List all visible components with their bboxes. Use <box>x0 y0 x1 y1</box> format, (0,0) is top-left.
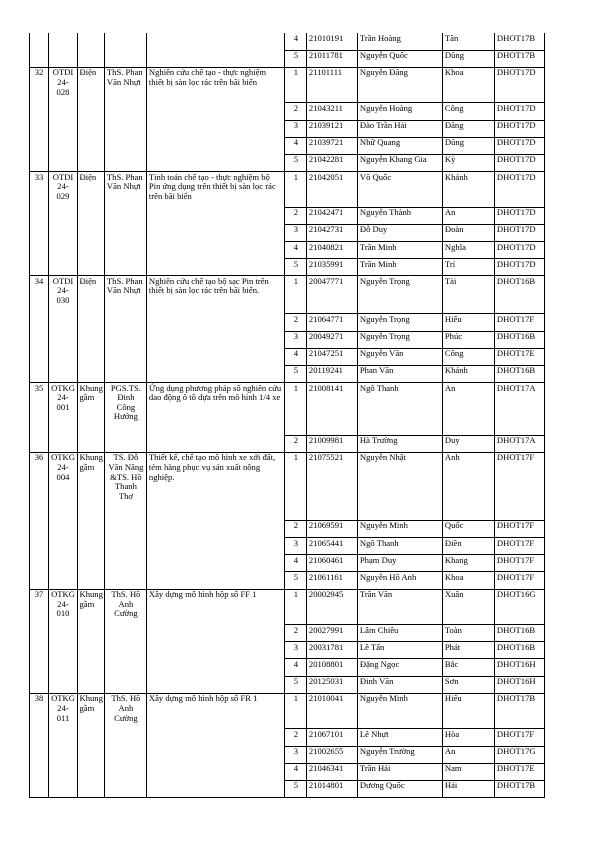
student-surname-cell: Nguyễn Minh <box>358 693 443 729</box>
continued-cell <box>147 33 285 67</box>
project-code-cell <box>49 172 78 276</box>
student-given-name-cell: Toàn <box>443 625 495 642</box>
student-index-cell: 4 <box>285 33 307 50</box>
project-code-cell-line: 24- <box>57 702 69 713</box>
student-index-cell: 2 <box>285 729 307 746</box>
student-class-cell: DHOT17B <box>495 693 545 729</box>
department-cell <box>78 693 105 797</box>
table-row <box>30 67 545 103</box>
project-code-cell-line: 029 <box>56 190 70 201</box>
project-code-cell-line: 24- <box>57 461 69 472</box>
student-class-cell: DHOT16B <box>495 642 545 659</box>
student-index-cell: 2 <box>285 625 307 642</box>
student-index-cell: 5 <box>285 154 307 171</box>
project-title-cell: Nghiên cứu chế tạo - thực nghiệm thiết bị sàn lọc rác trên bãi biển <box>147 67 285 171</box>
student-given-name-cell: Tân <box>443 33 495 50</box>
student-given-name-cell: Kỳ <box>443 154 495 171</box>
student-class-cell: DHOT17F <box>495 555 545 572</box>
student-index-cell: 4 <box>285 659 307 676</box>
student-id-cell: 20047771 <box>307 276 358 314</box>
student-id-cell: 21008141 <box>307 383 358 436</box>
project-code-cell-line: 24- <box>57 598 69 609</box>
student-surname-cell: Nguyễn Văn <box>358 348 443 365</box>
student-index-cell: 1 <box>285 693 307 729</box>
student-class-cell: DHOT17D <box>495 172 545 208</box>
student-given-name-cell: Khánh <box>443 172 495 208</box>
student-class-cell: DHOT17D <box>495 242 545 259</box>
advisor-cell-line: Thơ <box>118 490 133 501</box>
student-given-name-cell: Trí <box>443 259 495 276</box>
student-class-cell: DHOT16B <box>495 276 545 314</box>
student-given-name-cell: Anh <box>443 452 495 520</box>
advisor-cell-line: Văn Nhựt <box>106 76 141 87</box>
student-given-name-cell: Khoa <box>443 572 495 589</box>
project-code-cell <box>49 276 78 383</box>
student-class-cell: DHOT16B <box>495 331 545 348</box>
student-class-cell: DHOT17B <box>495 33 545 50</box>
department-cell-line: Điện <box>79 67 97 78</box>
department-cell-line: gầm <box>79 598 95 609</box>
project-code-cell <box>49 67 78 171</box>
project-code-cell-line: 010 <box>56 608 70 619</box>
student-id-cell: 20108801 <box>307 659 358 676</box>
student-index-cell: 2 <box>285 103 307 120</box>
department-cell <box>78 452 105 589</box>
student-class-cell: DHOT17D <box>495 103 545 120</box>
advisor-cell <box>105 589 147 693</box>
student-id-cell: 21042281 <box>307 154 358 171</box>
student-surname-cell: Đỗ Duy <box>358 224 443 241</box>
table-row <box>30 172 545 208</box>
student-class-cell: DHOT17D <box>495 137 545 154</box>
project-title-cell: Xây dựng mô hình hộp số FF 1 <box>147 589 285 693</box>
table-row <box>30 276 545 314</box>
student-class-cell: DHOT17F <box>495 520 545 537</box>
department-cell-line: gầm <box>79 702 95 713</box>
continued-cell <box>30 33 49 67</box>
student-index-cell: 5 <box>285 676 307 693</box>
project-code-cell <box>49 693 78 797</box>
student-id-cell: 21010191 <box>307 33 358 50</box>
student-surname-cell: Nhữ Quang <box>358 137 443 154</box>
table-row <box>30 452 545 520</box>
advisor-cell <box>105 172 147 276</box>
advisor-cell-line: Công <box>116 401 136 412</box>
table-row <box>30 693 545 729</box>
student-index-cell: 2 <box>285 520 307 537</box>
student-surname-cell: Trần Hải <box>358 763 443 780</box>
department-cell-line: Điện <box>79 275 97 286</box>
student-surname-cell: Trần Văn <box>358 589 443 625</box>
student-given-name-cell: Công <box>443 348 495 365</box>
student-id-cell: 21040821 <box>307 242 358 259</box>
advisor-cell-line: ThS. Phan <box>106 67 143 78</box>
project-number-cell: 36 <box>30 452 49 589</box>
student-surname-cell: Nguyễn Khang Gia <box>358 154 443 171</box>
student-id-cell: 20125031 <box>307 676 358 693</box>
student-given-name-cell: Khang <box>443 555 495 572</box>
student-id-cell: 21042471 <box>307 207 358 224</box>
student-index-cell: 3 <box>285 331 307 348</box>
student-class-cell: DHOT16G <box>495 589 545 625</box>
advisor-cell-line: Văn Nhựt <box>106 285 141 296</box>
advisor-cell-line: TS. Đỗ <box>113 452 139 463</box>
advisor-cell-line: ThS. Phan <box>106 275 143 286</box>
advisor-cell-line: Cường <box>114 712 138 723</box>
student-given-name-cell: Đăng <box>443 120 495 137</box>
project-code-cell-line: 24- <box>57 76 69 87</box>
student-id-cell: 21011781 <box>307 50 358 67</box>
student-class-cell: DHOT17D <box>495 224 545 241</box>
student-given-name-cell: Dũng <box>443 137 495 154</box>
advisor-cell <box>105 693 147 797</box>
student-class-cell: DHOT16B <box>495 365 545 382</box>
project-number-cell: 35 <box>30 383 49 453</box>
table-row <box>30 589 545 625</box>
student-class-cell: DHOT17D <box>495 120 545 137</box>
student-given-name-cell: Phát <box>443 642 495 659</box>
student-index-cell: 3 <box>285 538 307 555</box>
continued-cell <box>105 33 147 67</box>
student-class-cell: DHOT17A <box>495 383 545 436</box>
advisor-cell-line: ThS. Hồ <box>111 589 141 600</box>
department-cell-line: Khung <box>79 452 103 463</box>
student-given-name-cell: Dũng <box>443 50 495 67</box>
continued-cell <box>49 33 78 67</box>
student-id-cell: 21061161 <box>307 572 358 589</box>
thesis-assignment-table <box>29 33 545 798</box>
student-id-cell: 21060461 <box>307 555 358 572</box>
student-index-cell: 1 <box>285 172 307 208</box>
student-class-cell: DHOT17F <box>495 729 545 746</box>
student-given-name-cell: Công <box>443 103 495 120</box>
student-surname-cell: Nguyễn Quốc <box>358 50 443 67</box>
student-class-cell: DHOT17A <box>495 435 545 452</box>
department-cell <box>78 67 105 171</box>
project-number-cell: 33 <box>30 172 49 276</box>
project-code-cell-line: 24- <box>57 392 69 403</box>
project-code-cell-line: 011 <box>56 712 70 723</box>
student-surname-cell: Nguyễn Nhật <box>358 452 443 520</box>
student-surname-cell: Nguyễn Đăng <box>358 67 443 103</box>
student-given-name-cell: An <box>443 746 495 763</box>
student-surname-cell: Nguyễn Trường <box>358 746 443 763</box>
student-class-cell: DHOT17E <box>495 763 545 780</box>
student-index-cell: 3 <box>285 642 307 659</box>
project-title-cell: Xây dựng mô hình hộp số FR 1 <box>147 693 285 797</box>
student-id-cell: 20027991 <box>307 625 358 642</box>
project-code-cell-line: 030 <box>56 295 70 306</box>
student-given-name-cell: Khánh <box>443 365 495 382</box>
student-given-name-cell: Nghĩa <box>443 242 495 259</box>
department-cell <box>78 172 105 276</box>
student-class-cell: DHOT16H <box>495 659 545 676</box>
student-index-cell: 5 <box>285 50 307 67</box>
student-index-cell: 3 <box>285 120 307 137</box>
student-given-name-cell: Bắc <box>443 659 495 676</box>
project-code-cell-line: 24- <box>57 181 69 192</box>
project-code-cell <box>49 383 78 453</box>
project-title-cell: Nghiên cứu chế tạo bộ sạc Pin trên thiết bị sàn lọc rác trên bãi biển. <box>147 276 285 383</box>
student-given-name-cell: Hòa <box>443 729 495 746</box>
student-index-cell: 4 <box>285 763 307 780</box>
student-surname-cell: Nguyễn Trọng <box>358 314 443 331</box>
project-code-cell-line: 004 <box>56 471 70 482</box>
student-index-cell: 5 <box>285 780 307 797</box>
student-index-cell: 1 <box>285 276 307 314</box>
student-index-cell: 4 <box>285 348 307 365</box>
student-given-name-cell: Sơn <box>443 676 495 693</box>
student-surname-cell: Trần Minh <box>358 259 443 276</box>
student-id-cell: 21047251 <box>307 348 358 365</box>
student-class-cell: DHOT17F <box>495 314 545 331</box>
student-surname-cell: Phạm Duy <box>358 555 443 572</box>
student-index-cell: 1 <box>285 452 307 520</box>
project-code-cell-line: OTKG <box>51 589 75 600</box>
student-class-cell: DHOT17E <box>495 348 545 365</box>
student-surname-cell: Lâm Chiêu <box>358 625 443 642</box>
student-id-cell: 21075521 <box>307 452 358 520</box>
student-class-cell: DHOT16H <box>495 676 545 693</box>
student-id-cell: 21039721 <box>307 137 358 154</box>
student-id-cell: 21042731 <box>307 224 358 241</box>
student-index-cell: 5 <box>285 259 307 276</box>
advisor-cell-line: &TS. Hồ <box>110 471 142 482</box>
student-index-cell: 2 <box>285 207 307 224</box>
student-surname-cell: Nguyễn Minh <box>358 520 443 537</box>
student-index-cell: 3 <box>285 746 307 763</box>
student-class-cell: DHOT16B <box>495 625 545 642</box>
project-number-cell: 37 <box>30 589 49 693</box>
student-id-cell: 21035991 <box>307 259 358 276</box>
student-given-name-cell: Hải <box>443 780 495 797</box>
student-id-cell: 21067101 <box>307 729 358 746</box>
advisor-cell <box>105 452 147 589</box>
student-given-name-cell: An <box>443 207 495 224</box>
project-title-cell: Ứng dụng phương pháp số nghiên cứu dao động ô tô dựa trên mô hình 1/4 xe <box>147 383 285 453</box>
continued-cell <box>78 33 105 67</box>
department-cell-line: Khung <box>79 693 103 704</box>
student-id-cell: 20119241 <box>307 365 358 382</box>
student-given-name-cell: Đoàn <box>443 224 495 241</box>
student-given-name-cell: Điền <box>443 538 495 555</box>
student-index-cell: 4 <box>285 137 307 154</box>
student-surname-cell: Trần Minh <box>358 242 443 259</box>
student-id-cell: 21043211 <box>307 103 358 120</box>
student-id-cell: 20002945 <box>307 589 358 625</box>
student-given-name-cell: An <box>443 383 495 436</box>
student-id-cell: 21009981 <box>307 435 358 452</box>
advisor-cell-line: PGS.TS. <box>110 382 141 393</box>
student-index-cell: 2 <box>285 314 307 331</box>
student-index-cell: 2 <box>285 435 307 452</box>
student-class-cell: DHOT17F <box>495 452 545 520</box>
student-surname-cell: Nguyễn Hoàng <box>358 103 443 120</box>
advisor-cell <box>105 67 147 171</box>
advisor-cell <box>105 276 147 383</box>
student-surname-cell: Nguyễn Trọng <box>358 331 443 348</box>
student-id-cell: 21101111 <box>307 67 358 103</box>
student-id-cell: 21065441 <box>307 538 358 555</box>
project-code-cell-line: OTDI <box>52 67 74 78</box>
table-row <box>30 33 545 50</box>
student-index-cell: 1 <box>285 67 307 103</box>
student-index-cell: 1 <box>285 383 307 436</box>
student-surname-cell: Nguyễn Thành <box>358 207 443 224</box>
project-code-cell <box>49 589 78 693</box>
student-index-cell: 4 <box>285 555 307 572</box>
advisor-cell-line: Văn Nhựt <box>106 181 141 192</box>
student-id-cell: 21014801 <box>307 780 358 797</box>
student-surname-cell: Trần Hoàng <box>358 33 443 50</box>
student-given-name-cell: Nam <box>443 763 495 780</box>
department-cell-line: Điện <box>79 171 97 182</box>
student-surname-cell: Ngô Thanh <box>358 538 443 555</box>
project-code-cell-line: OTDI <box>52 275 74 286</box>
student-given-name-cell: Phúc <box>443 331 495 348</box>
student-class-cell: DHOT17D <box>495 154 545 171</box>
department-cell-line: gầm <box>79 461 95 472</box>
advisor-cell-line: Văn Năng <box>108 461 144 472</box>
advisor-cell-line: ThS. Phan <box>106 171 143 182</box>
student-given-name-cell: Xuân <box>443 589 495 625</box>
student-id-cell: 21002655 <box>307 746 358 763</box>
project-code-cell-line: 001 <box>56 401 70 412</box>
project-number-cell: 34 <box>30 276 49 383</box>
student-surname-cell: Phan Văn <box>358 365 443 382</box>
student-given-name-cell: Duy <box>443 435 495 452</box>
student-index-cell: 1 <box>285 589 307 625</box>
project-code-cell-line: OTKG <box>51 382 75 393</box>
advisor-cell-line: Cường <box>114 608 138 619</box>
student-id-cell: 20031781 <box>307 642 358 659</box>
student-class-cell: DHOT17D <box>495 259 545 276</box>
project-code-cell-line: 028 <box>56 86 70 97</box>
advisor-cell-line: ThS. Hồ <box>111 693 141 704</box>
student-given-name-cell: Tài <box>443 276 495 314</box>
student-id-cell: 20049271 <box>307 331 358 348</box>
student-class-cell: DHOT17B <box>495 780 545 797</box>
advisor-cell <box>105 383 147 453</box>
student-given-name-cell: Khoa <box>443 67 495 103</box>
student-id-cell: 21064771 <box>307 314 358 331</box>
department-cell <box>78 383 105 453</box>
student-given-name-cell: Hiếu <box>443 314 495 331</box>
student-index-cell: 4 <box>285 242 307 259</box>
student-index-cell: 3 <box>285 224 307 241</box>
project-number-cell: 38 <box>30 693 49 797</box>
project-title-cell: Tính toán chế tạo - thực nghiệm bộ Pin ứng dụng trên thiết bị sàn lọc rác trên bãi biển <box>147 172 285 276</box>
table-row <box>30 383 545 436</box>
student-surname-cell: Dương Quốc <box>358 780 443 797</box>
project-code-cell-line: 24- <box>57 285 69 296</box>
department-cell-line: Khung <box>79 589 103 600</box>
advisor-cell-line: Thanh <box>114 481 137 492</box>
advisor-cell-line: Đinh <box>117 392 135 403</box>
student-surname-cell: Đinh Văn <box>358 676 443 693</box>
student-id-cell: 21039121 <box>307 120 358 137</box>
student-class-cell: DHOT17G <box>495 746 545 763</box>
department-cell <box>78 589 105 693</box>
student-id-cell: 21010041 <box>307 693 358 729</box>
student-surname-cell: Hà Trường <box>358 435 443 452</box>
student-given-name-cell: Quốc <box>443 520 495 537</box>
student-id-cell: 21042051 <box>307 172 358 208</box>
department-cell-line: gầm <box>79 392 95 403</box>
student-surname-cell: Đào Trần Hải <box>358 120 443 137</box>
student-index-cell: 5 <box>285 572 307 589</box>
student-surname-cell: Đặng Ngọc <box>358 659 443 676</box>
student-surname-cell: Lê Nhựt <box>358 729 443 746</box>
project-code-cell-line: OTKG <box>51 452 75 463</box>
student-class-cell: DHOT17F <box>495 572 545 589</box>
student-surname-cell: Võ Quốc <box>358 172 443 208</box>
project-number-cell: 32 <box>30 67 49 171</box>
student-surname-cell: Nguyễn Hồ Anh <box>358 572 443 589</box>
project-code-cell-line: OTKG <box>51 693 75 704</box>
student-class-cell: DHOT17F <box>495 538 545 555</box>
advisor-cell-line: Anh <box>118 598 134 609</box>
project-title-cell: Thiết kế, chế tạo mô hình xe xới đất, tém hàng phục vụ sản xuất nông nghiệp. <box>147 452 285 589</box>
project-code-cell-line: OTDI <box>52 171 74 182</box>
advisor-cell-line: Hưởng <box>113 411 138 422</box>
project-code-cell <box>49 452 78 589</box>
student-id-cell: 21046341 <box>307 763 358 780</box>
student-surname-cell: Lê Tấn <box>358 642 443 659</box>
student-given-name-cell: Hiếu <box>443 693 495 729</box>
student-surname-cell: Nguyễn Trọng <box>358 276 443 314</box>
student-class-cell: DHOT17B <box>495 50 545 67</box>
student-class-cell: DHOT17D <box>495 67 545 103</box>
advisor-cell-line: Anh <box>118 702 134 713</box>
student-surname-cell: Ngô Thanh <box>358 383 443 436</box>
department-cell <box>78 276 105 383</box>
table-body <box>30 33 545 798</box>
department-cell-line: Khung <box>79 382 103 393</box>
student-class-cell: DHOT17D <box>495 207 545 224</box>
student-index-cell: 5 <box>285 365 307 382</box>
student-id-cell: 21069591 <box>307 520 358 537</box>
